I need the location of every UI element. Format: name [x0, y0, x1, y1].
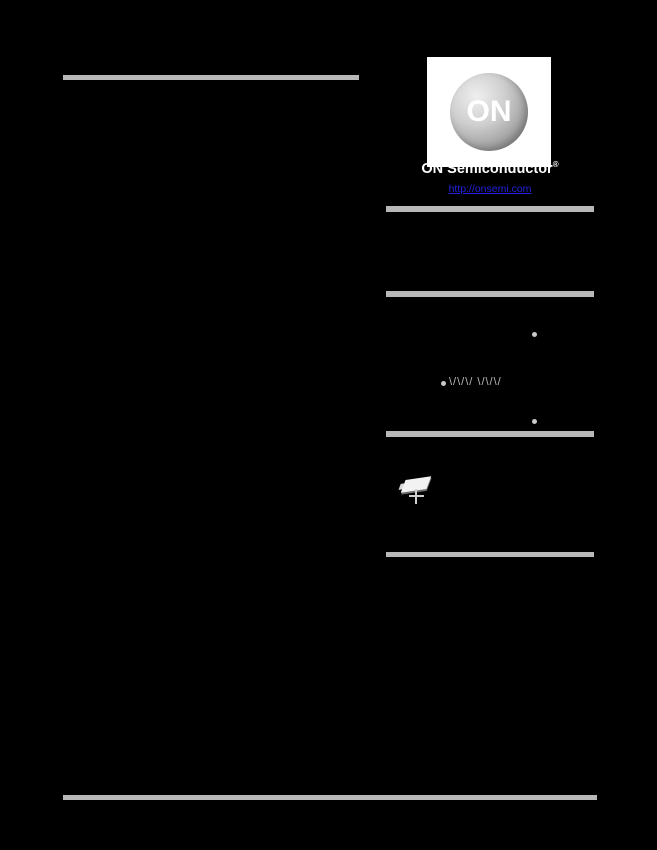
section-rule-applications	[386, 291, 594, 297]
schematic-marks: \/\/\/ \/\/\/	[449, 376, 502, 388]
brand-url-link[interactable]: http://onsemi.com	[448, 183, 532, 195]
logo-text: ON	[466, 95, 512, 128]
package-lead-vertical	[415, 489, 417, 504]
footer-rule	[63, 795, 597, 800]
bullet-icon	[441, 381, 446, 386]
bullet-icon	[532, 332, 537, 337]
logo-circle-icon	[450, 73, 528, 151]
registered-mark-icon: ®	[552, 160, 559, 169]
on-semiconductor-logo	[427, 57, 551, 167]
package-illustration-icon	[400, 476, 440, 510]
section-rule-package	[386, 552, 594, 557]
section-rule-features	[386, 206, 594, 212]
bullet-icon	[532, 419, 537, 424]
title-rule	[63, 75, 359, 80]
brand-name: ON Semiconductor®	[421, 160, 559, 177]
section-rule-ordering-information	[386, 431, 594, 437]
